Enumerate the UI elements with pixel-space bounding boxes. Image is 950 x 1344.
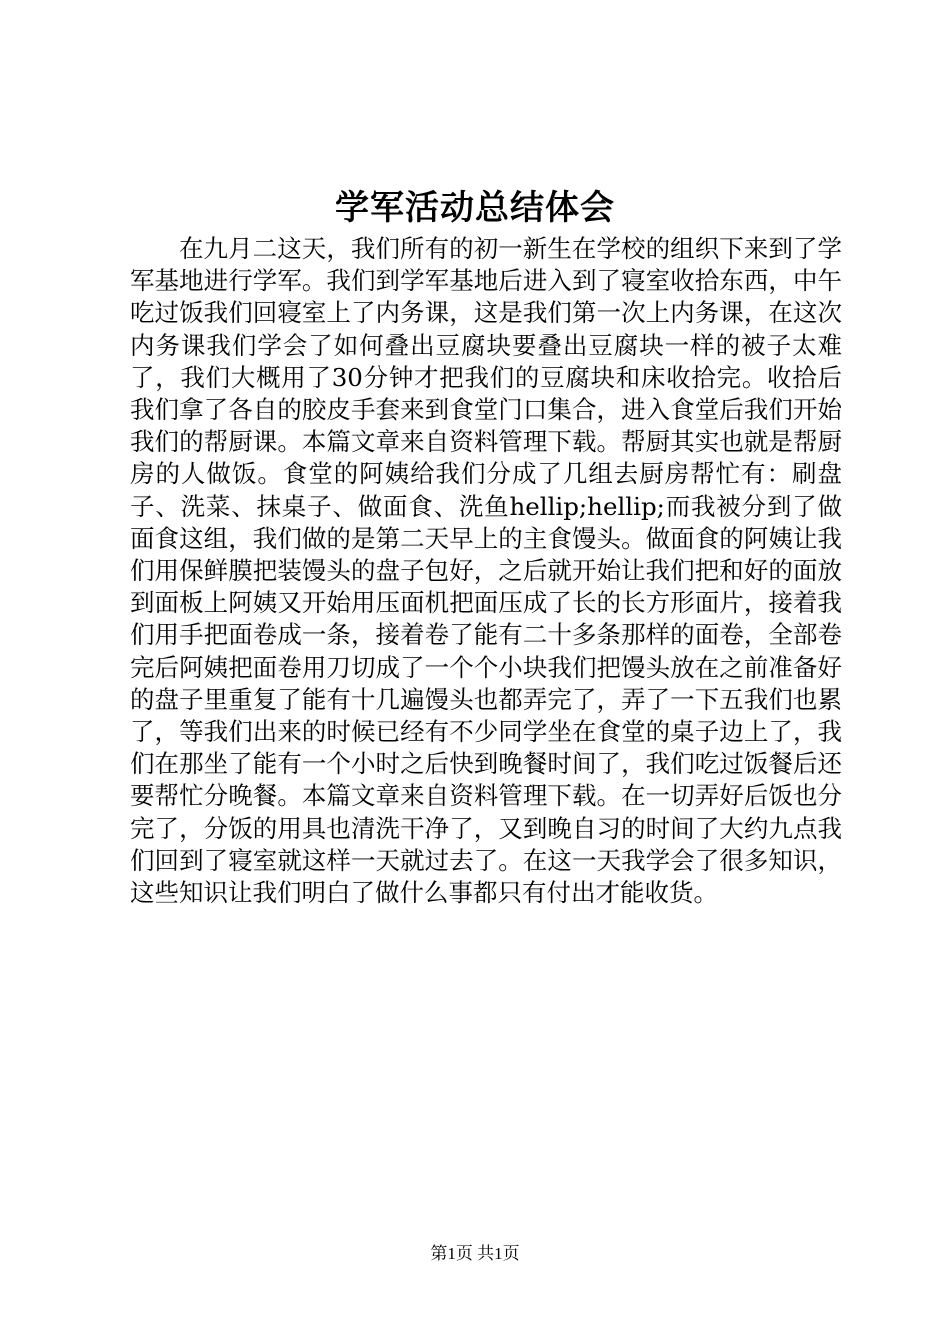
body-paragraph: 在九月二这天，我们所有的初一新生在学校的组织下来到了学军基地进行学军。我们到学军基地后进入到了寝室收拾东西，中午吃过饭我们回寝室上了内务课，这是我们第一次上内务课，在这次内务课我们学会了如何叠出豆腐块要叠出豆腐块一样的被子太难了，我们大概用了30分钟才把我们的豆腐块和床收拾完。收拾后我们拿了各自的胶皮手套来到食堂门口集合，进入食堂后我们开始我们的帮厨课。本篇文章来自资料管理下载。帮厨其实也就是帮厨房的人做饭。食堂的阿姨给我们分成了几组去厨房帮忙有：刷盘子、洗菜、抹桌子、做面食、洗鱼hellip;hellip;而我被分到了做面食这组，我们做的是第二天早上的主食馒头。做面食的阿姨让我们用保鲜膜把装馒头的盘子包好，之后就开始让我们把和好的面放到面板上阿姨又开始用压面机把面压成了长的长方形面片，接着我们用手把面卷成一条，接着卷了能有二十多条那样的面卷，全部卷完后阿姨把面卷用刀切成了一个个小块我们把馒头放在之前准备好的盘子里重复了能有十几遍馒头也都弄完了，弄了一下五我们也累了，等我们出来的时候已经有不少同学坐在食堂的桌子边上了，我们在那坐了能有一个小时之后快到晚餐时间了，我们吃过饭餐后还要帮忙分晚餐。本篇文章来自资料管理下载。在一切弄好后饭也分完了，分饭的用具也清洗干净了，又到晚自习的时间了大约九点我们回到了寝室就这样一天就过去了。在这一天我学会了很多知识，这些知识让我们明白了做什么事都只有付出才能收货。 — [130, 234, 842, 908]
page-footer: 第1页 共1页 — [430, 1244, 520, 1263]
page-title: 学军活动总结体会 — [335, 188, 615, 228]
